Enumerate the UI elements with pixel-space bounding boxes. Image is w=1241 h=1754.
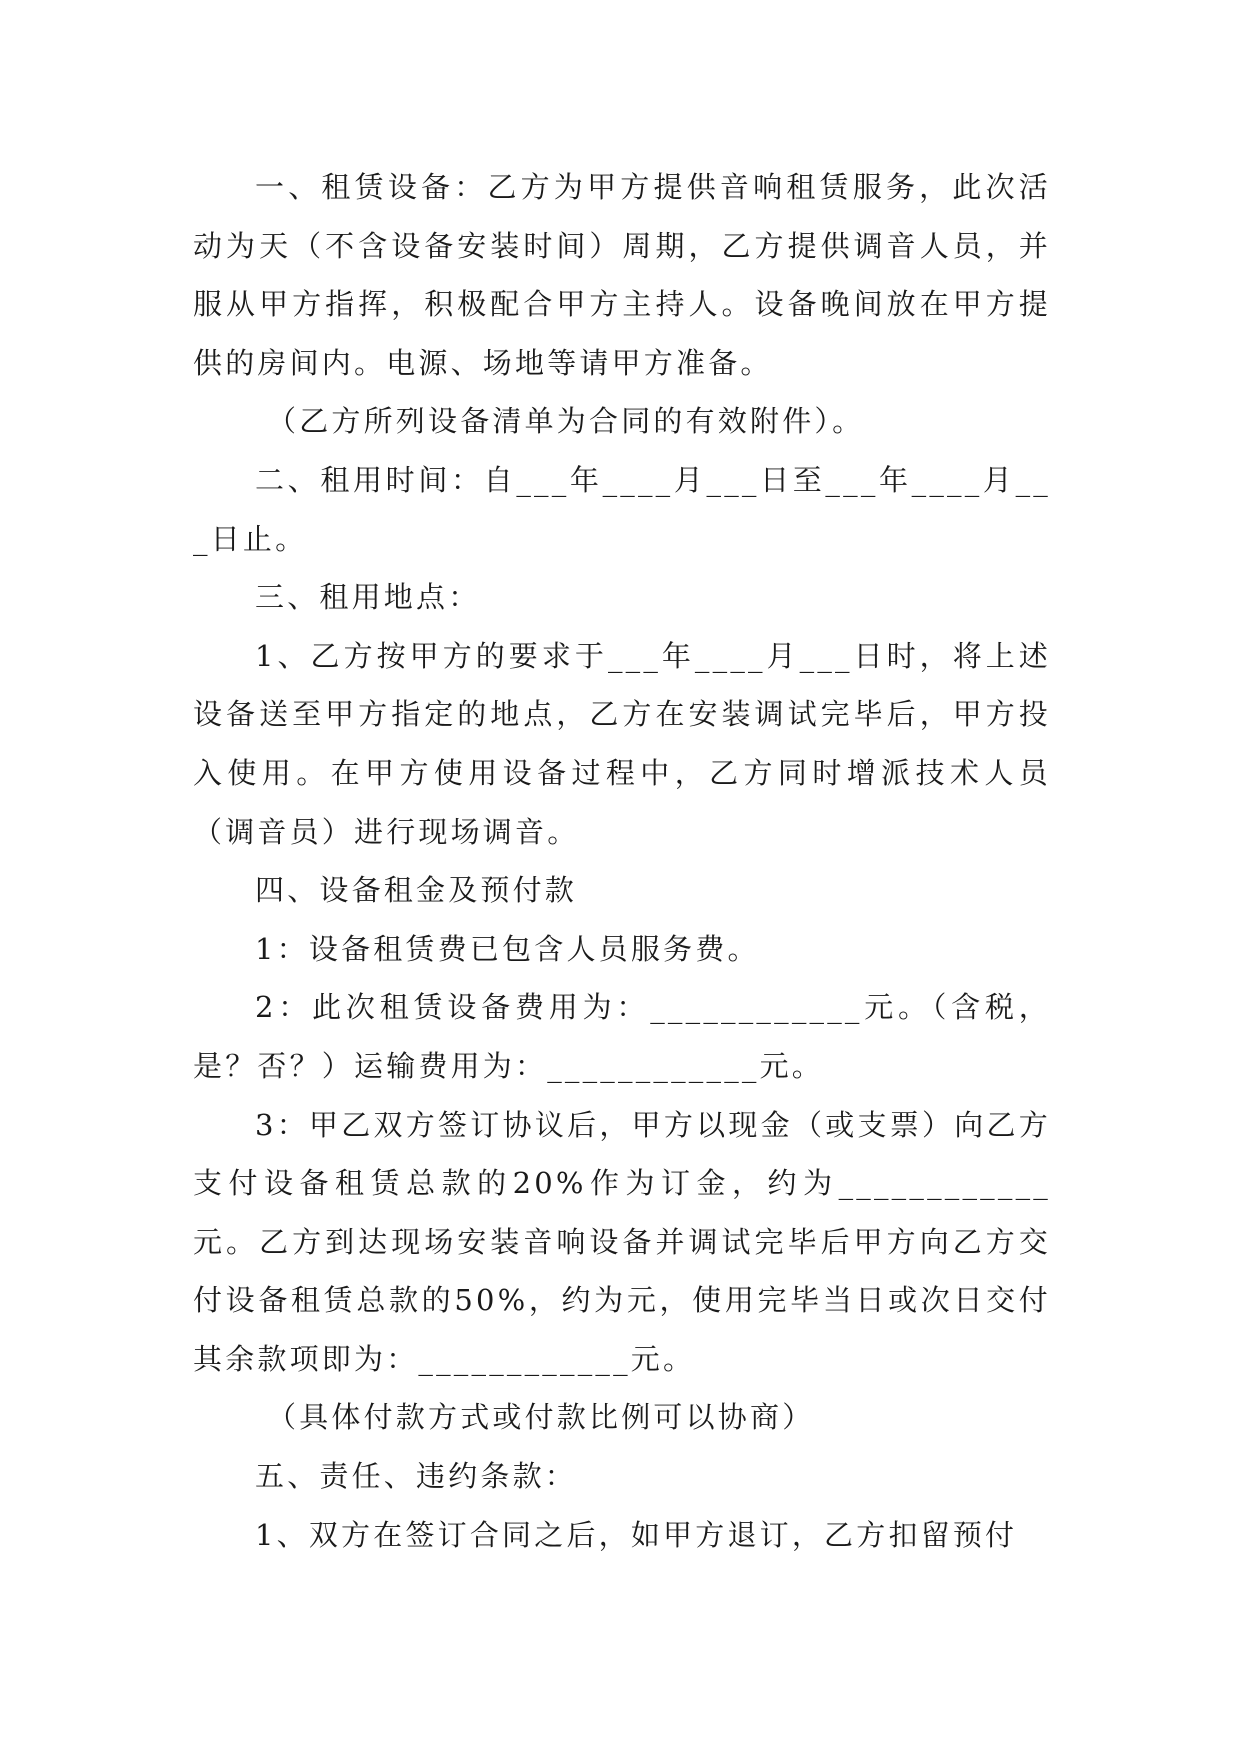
clause-liability-breach: 五、责任、违约条款： xyxy=(255,1459,578,1494)
contract-body xyxy=(193,158,1051,1564)
clause-rental-equipment: 一、租赁设备：乙方为甲方提供音响租赁服务，此次活动为天（不含设备安装时间）周期，乙方提供调音人员，并服从甲方指挥，积极配合甲方主持人。设备晚间放在甲方提供的房间内。电源、场地等请甲方准备。 xyxy=(193,170,1051,380)
clause-rental-period: 二、租用时间：自___年____月___日至___年____月___日止。 xyxy=(193,462,1051,556)
liability-item-1: 1、双方在签订合同之后，如甲方退订，乙方扣留预付 xyxy=(255,1517,1018,1552)
rent-item-2: 2：此次租赁设备费用为：____________元。（含税，是？否？）运输费用为：____________元。 xyxy=(193,990,1051,1083)
clause-rental-location: 三、租用地点： xyxy=(255,580,481,615)
equipment-list-note: （乙方所列设备清单为合同的有效附件）。 xyxy=(267,404,865,439)
rent-item-1: 1：设备租赁费已包含人员服务费。 xyxy=(255,931,760,966)
location-item-1: 1、乙方按甲方的要求于___年____月___日时，将上述设备送至甲方指定的地点，乙方在安装调试完毕后，甲方投入使用。在甲方使用设备过程中，乙方同时增派技术人员（调音员）进行现场调音。 xyxy=(193,638,1051,849)
clause-rent-and-prepayment: 四、设备租金及预付款 xyxy=(255,873,578,908)
payment-negotiation-note: （具体付款方式或付款比例可以协商） xyxy=(267,1400,815,1435)
rent-item-3: 3：甲乙双方签订协议后，甲方以现金（或支票）向乙方支付设备租赁总款的20%作为订金，约为____________元。乙方到达现场安装音响设备并调试完毕后甲方向乙方交付设备租赁总款的50%，约为元，使用完毕当日或次日交付其余款项即为：____________元。 xyxy=(193,1107,1051,1376)
